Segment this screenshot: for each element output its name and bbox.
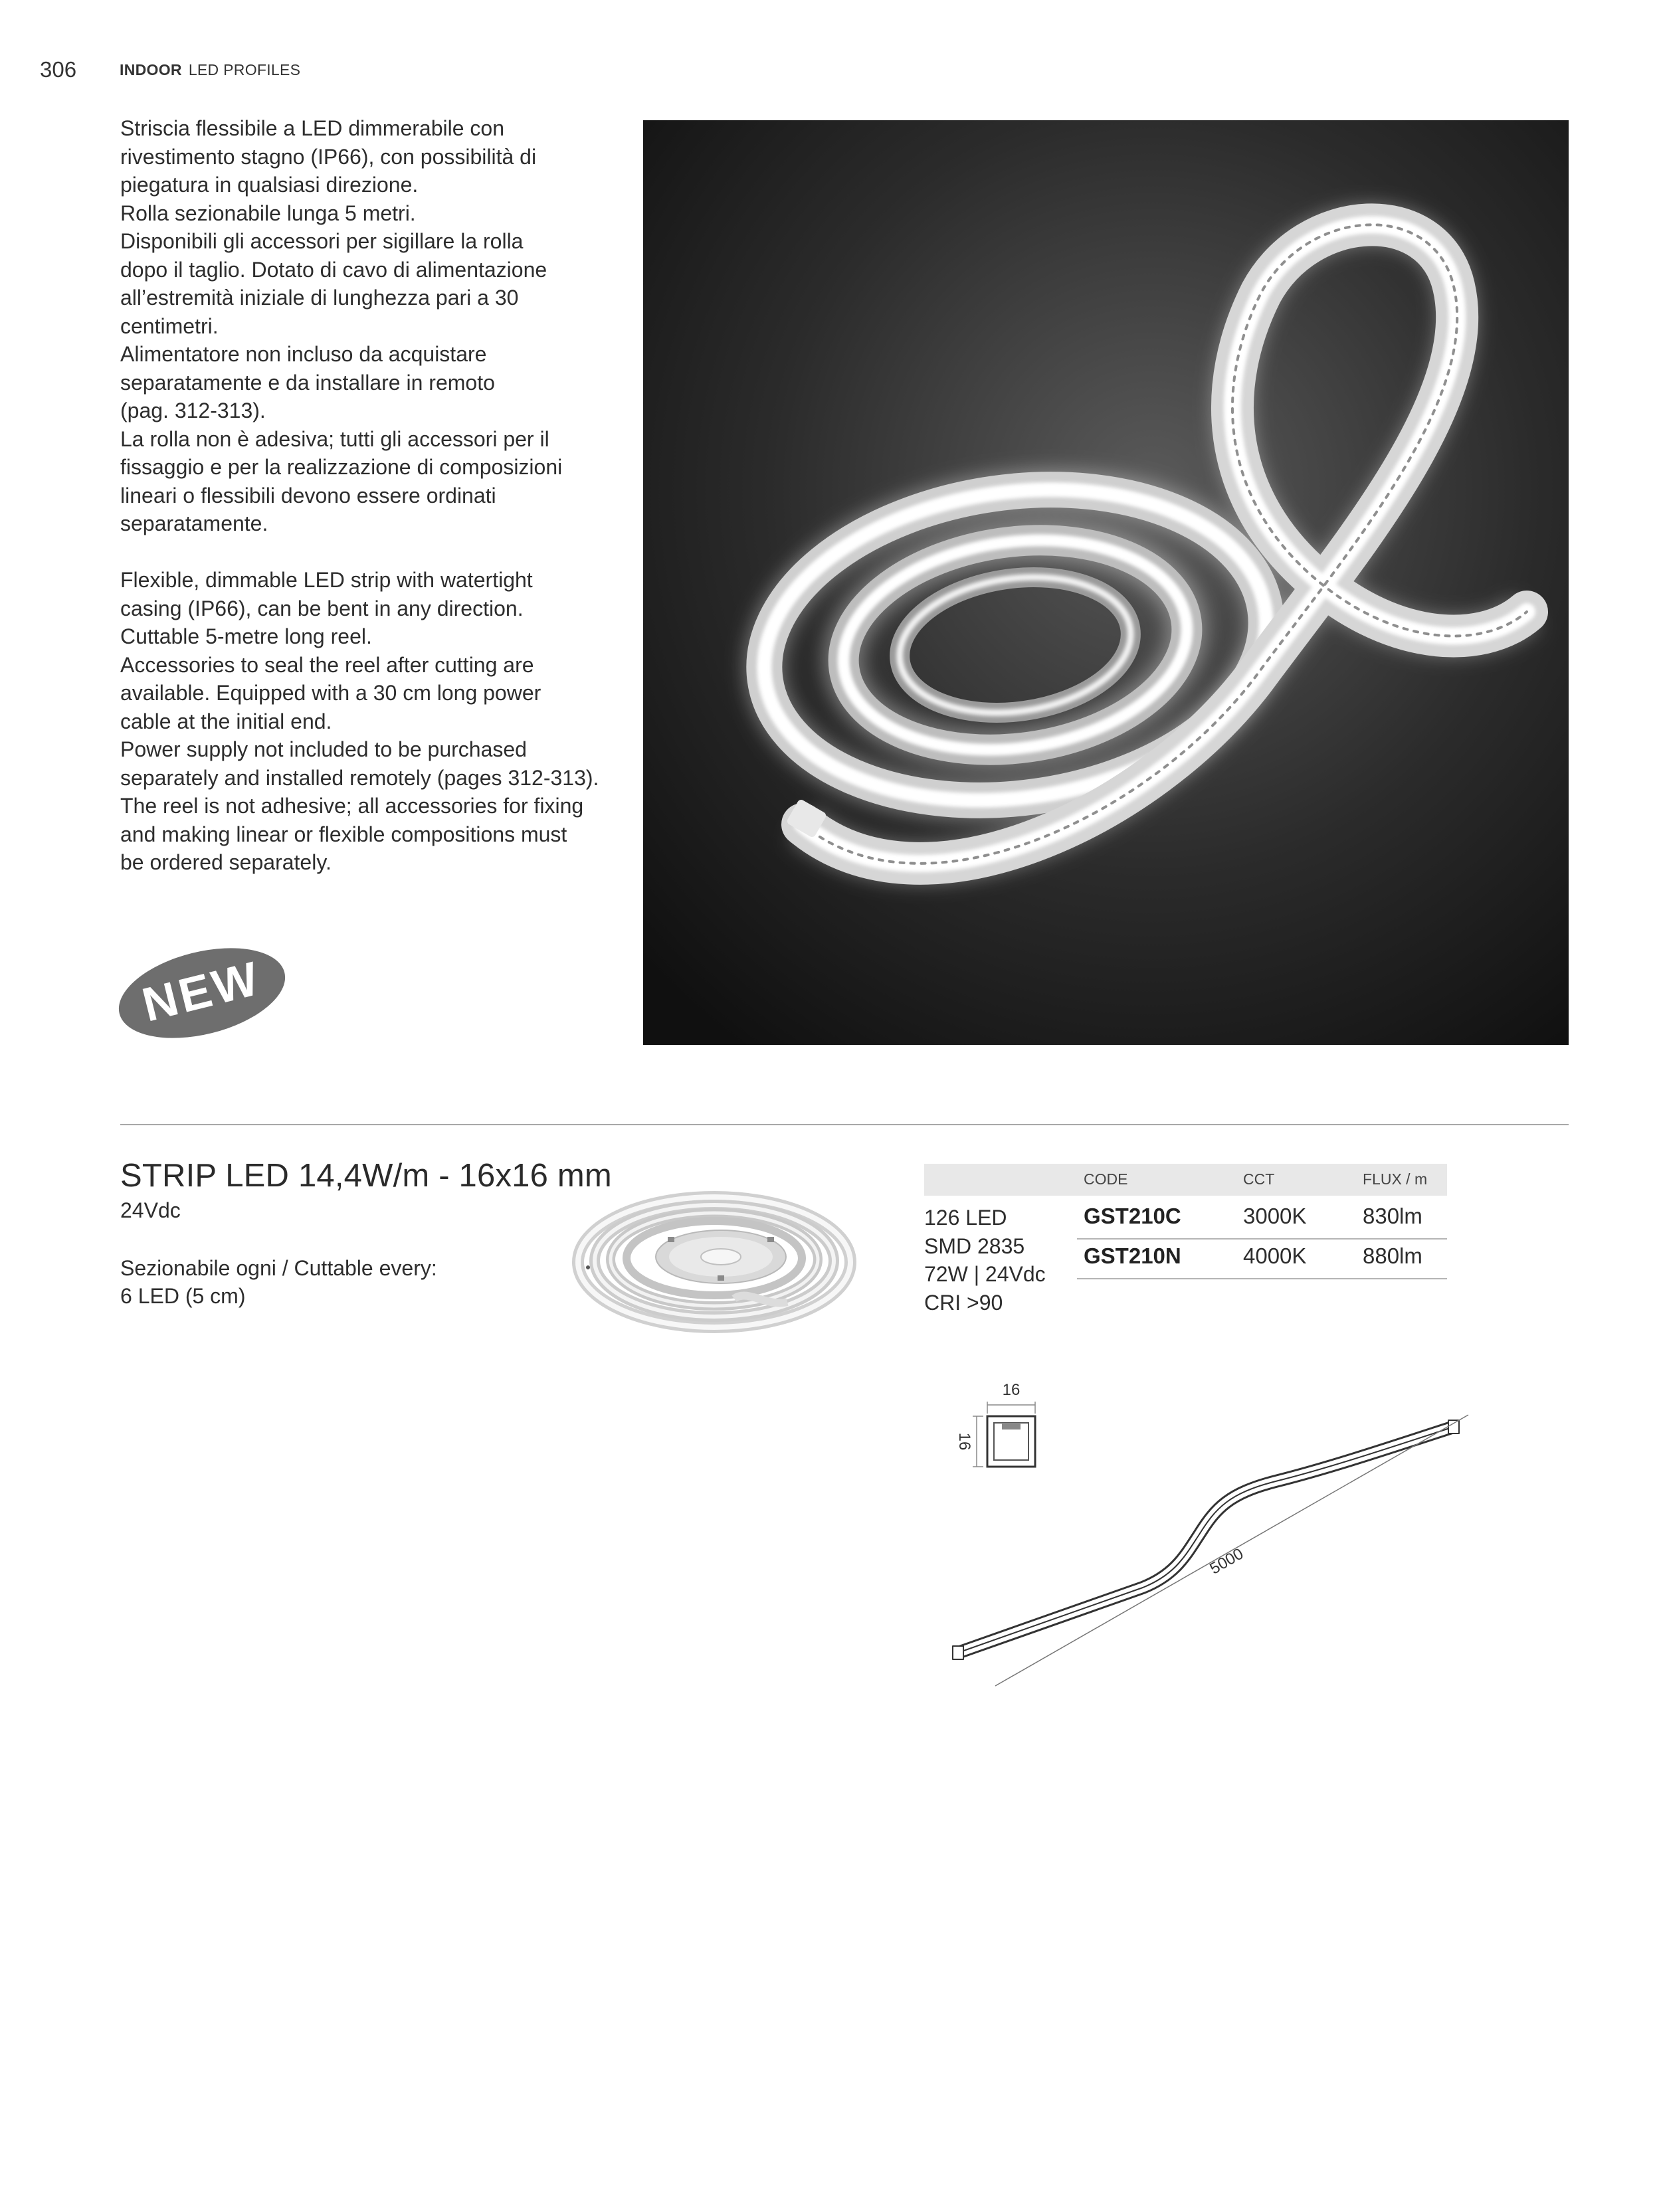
row-code: GST210C: [1084, 1204, 1181, 1228]
section-bold: INDOOR: [120, 61, 182, 78]
reel-image: [568, 1189, 864, 1342]
desc-it-line: dopo il taglio. Dotato di cavo di alimentazione: [120, 257, 547, 282]
row-cct: 4000K: [1243, 1244, 1307, 1268]
desc-en-line: available. Equipped with a 30 cm long power: [120, 681, 541, 705]
desc-it-line: Rolla sezionabile lunga 5 metri.: [120, 201, 416, 225]
product-photo: [643, 120, 1569, 1045]
desc-it-line: (pag. 312-313).: [120, 399, 266, 422]
product-cuttable: [120, 1254, 437, 1310]
desc-en-line: cable at the initial end.: [120, 709, 332, 733]
th-code: CODE: [1084, 1170, 1128, 1188]
section-divider: [120, 1124, 1569, 1125]
th-flux: FLUX / m: [1363, 1170, 1428, 1188]
technical-drawing: [917, 1375, 1482, 1720]
spec-led-type: SMD 2835: [924, 1234, 1025, 1258]
new-badge: [114, 947, 290, 1040]
page-number: 306: [40, 57, 77, 82]
length-dimension: 5000: [1207, 1544, 1247, 1578]
row-flux: 830lm: [1363, 1204, 1422, 1228]
desc-en-line: Power supply not included to be purchased: [120, 737, 527, 761]
description-italian: [120, 114, 612, 538]
desc-it-line: piegatura in qualsiasi direzione.: [120, 173, 419, 197]
desc-en-line: be ordered separately.: [120, 850, 332, 874]
cross-section: [955, 1381, 1035, 1467]
desc-en-line: casing (IP66), can be bent in any direction.: [120, 596, 524, 620]
desc-it-line: centimetri.: [120, 314, 219, 338]
row-divider: [1077, 1238, 1447, 1240]
desc-en-line: Flexible, dimmable LED strip with watertight: [120, 568, 533, 592]
section-breadcrumb: [120, 61, 300, 79]
product-voltage: 24Vdc: [120, 1198, 181, 1222]
description-english: [120, 566, 612, 877]
height-dimension: 16: [955, 1432, 973, 1451]
desc-en-line: The reel is not adhesive; all accessories for fixing: [120, 794, 584, 818]
row-cct: 3000K: [1243, 1204, 1307, 1228]
desc-it-line: lineari o flessibili devono essere ordinati: [120, 483, 496, 507]
new-badge-text: NEW: [137, 951, 266, 1032]
desc-it-line: La rolla non è adesiva; tutti gli accessori per il: [120, 426, 549, 451]
th-cct: CCT: [1243, 1170, 1275, 1188]
spec-led-count: 126 LED: [924, 1206, 1007, 1230]
product-title: STRIP LED 14,4W/m - 16x16 mm: [120, 1158, 612, 1194]
row-flux: 880lm: [1363, 1244, 1422, 1268]
desc-it-line: separatamente.: [120, 511, 268, 535]
desc-it-line: Disponibili gli accessori per sigillare la rolla: [120, 229, 524, 253]
desc-en-line: separately and installed remotely (pages 312-313).: [120, 765, 599, 790]
spec-cri: CRI >90: [924, 1290, 1003, 1315]
width-dimension: 16: [1002, 1381, 1021, 1399]
cuttable-value: 6 LED (5 cm): [120, 1284, 246, 1308]
desc-en-line: Cuttable 5-metre long reel.: [120, 624, 372, 648]
section-light: LED PROFILES: [188, 61, 301, 78]
desc-it-line: Alimentatore non incluso da acquistare: [120, 342, 487, 366]
spec-power: 72W | 24Vdc: [924, 1262, 1046, 1286]
desc-it-line: fissaggio e per la realizzazione di composizioni: [120, 455, 563, 479]
desc-it-line: separatamente e da installare in remoto: [120, 370, 495, 395]
desc-it-line: all’estremità iniziale di lunghezza pari a 30: [120, 286, 519, 310]
row-code: GST210N: [1084, 1244, 1181, 1268]
desc-it-line: rivestimento stagno (IP66), con possibilità di: [120, 144, 537, 169]
cuttable-label: Sezionabile ogni / Cuttable every:: [120, 1256, 437, 1280]
product-specs: [924, 1204, 1046, 1317]
desc-en-line: and making linear or flexible compositions must: [120, 822, 567, 846]
desc-it-line: Striscia flessibile a LED dimmerabile con: [120, 116, 504, 140]
row-divider: [1077, 1278, 1447, 1279]
desc-en-line: Accessories to seal the reel after cutting are: [120, 652, 534, 677]
